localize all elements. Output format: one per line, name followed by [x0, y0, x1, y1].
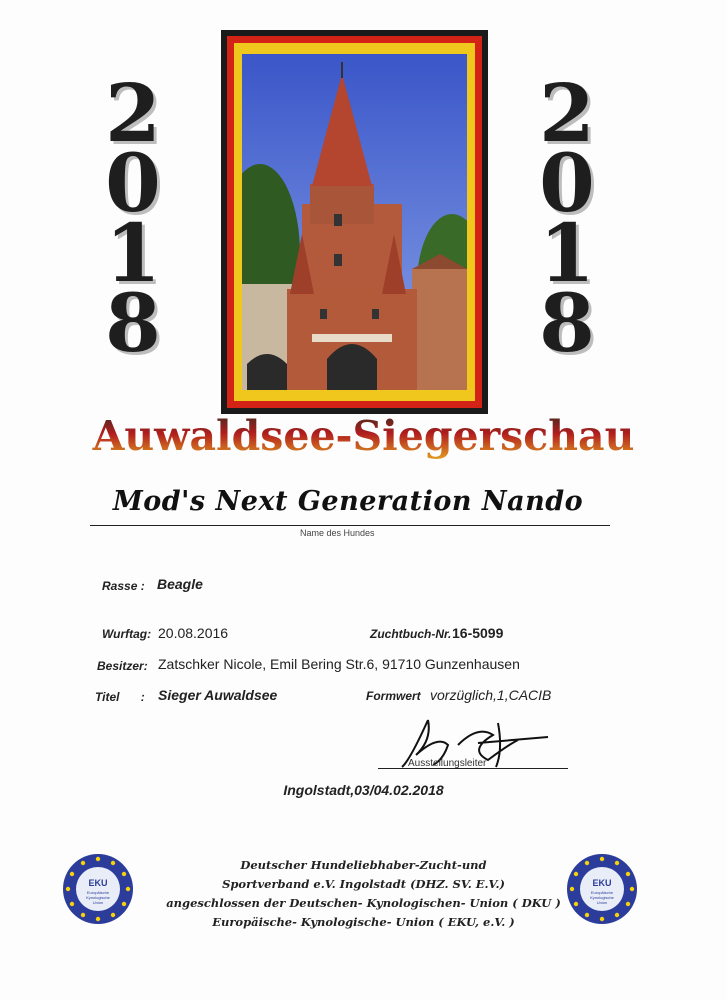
name-underline [90, 525, 610, 526]
formwert-value: vorzüglich,1,CACIB [430, 687, 552, 703]
seal-text-3: Union [596, 900, 608, 905]
formwert-label: Formwert [366, 689, 421, 703]
dog-name: Mod's Next Generation Nando [112, 486, 584, 517]
name-caption: Name des Hundes [300, 528, 375, 538]
seal-text-2: Kynologische [590, 895, 614, 900]
seal-text-3: Union [92, 900, 104, 905]
seal-abbr: EKU [592, 878, 612, 888]
seal-text-1: Europäische [590, 890, 614, 895]
footer-line: Deutscher Hundeliebhaber-Zucht-und [240, 858, 487, 872]
seal-text-1: Europäische [86, 890, 110, 895]
tower-photo [242, 54, 467, 390]
titel-label: Titel : [95, 690, 145, 704]
rasse-label: Rasse : [102, 579, 145, 593]
year-digit: 0 [105, 136, 161, 230]
zuchtbuch-value: 16-5099 [452, 625, 504, 641]
year-left [98, 66, 168, 370]
show-title: Auwaldsee-Siegerschau [0, 412, 727, 460]
titel-value: Sieger Auwaldsee [158, 687, 278, 703]
year-digit: 8 [539, 276, 595, 370]
footer-organization [0, 856, 727, 932]
footer-line: Sportverband e.V. Ingolstadt (DHZ. SV. E.V.) [222, 877, 505, 891]
footer-line: Europäische- Kynologische- Union ( EKU, e.V. ) [212, 915, 515, 929]
signature-caption: Ausstellungsleiter [408, 758, 487, 769]
besitzer-value: Zatschker Nicole, Emil Bering Str.6, 91710 Gunzenhausen [158, 656, 520, 672]
year-digit: 8 [105, 276, 161, 370]
place-date: Ingolstadt,03/04.02.2018 [283, 782, 444, 798]
year-digit: 1 [105, 206, 161, 300]
year-digit: 2 [105, 66, 161, 160]
year-right [532, 66, 602, 370]
rasse-value: Beagle [157, 576, 203, 592]
seal-text-2: Kynologische [86, 895, 110, 900]
wurftag-label: Wurftag: [102, 627, 152, 641]
year-digit: 2 [539, 66, 595, 160]
besitzer-label: Besitzer: [97, 659, 148, 673]
seal-abbr: EKU [88, 878, 108, 888]
photo-frame [221, 30, 488, 414]
wurftag-value: 20.08.2016 [158, 625, 229, 641]
footer-line: angeschlossen der Deutschen- Kynologischen- Union ( DKU ) [166, 896, 561, 910]
year-digit: 1 [539, 206, 595, 300]
zuchtbuch-label: Zuchtbuch-Nr. [370, 627, 452, 641]
year-digit: 0 [539, 136, 595, 230]
